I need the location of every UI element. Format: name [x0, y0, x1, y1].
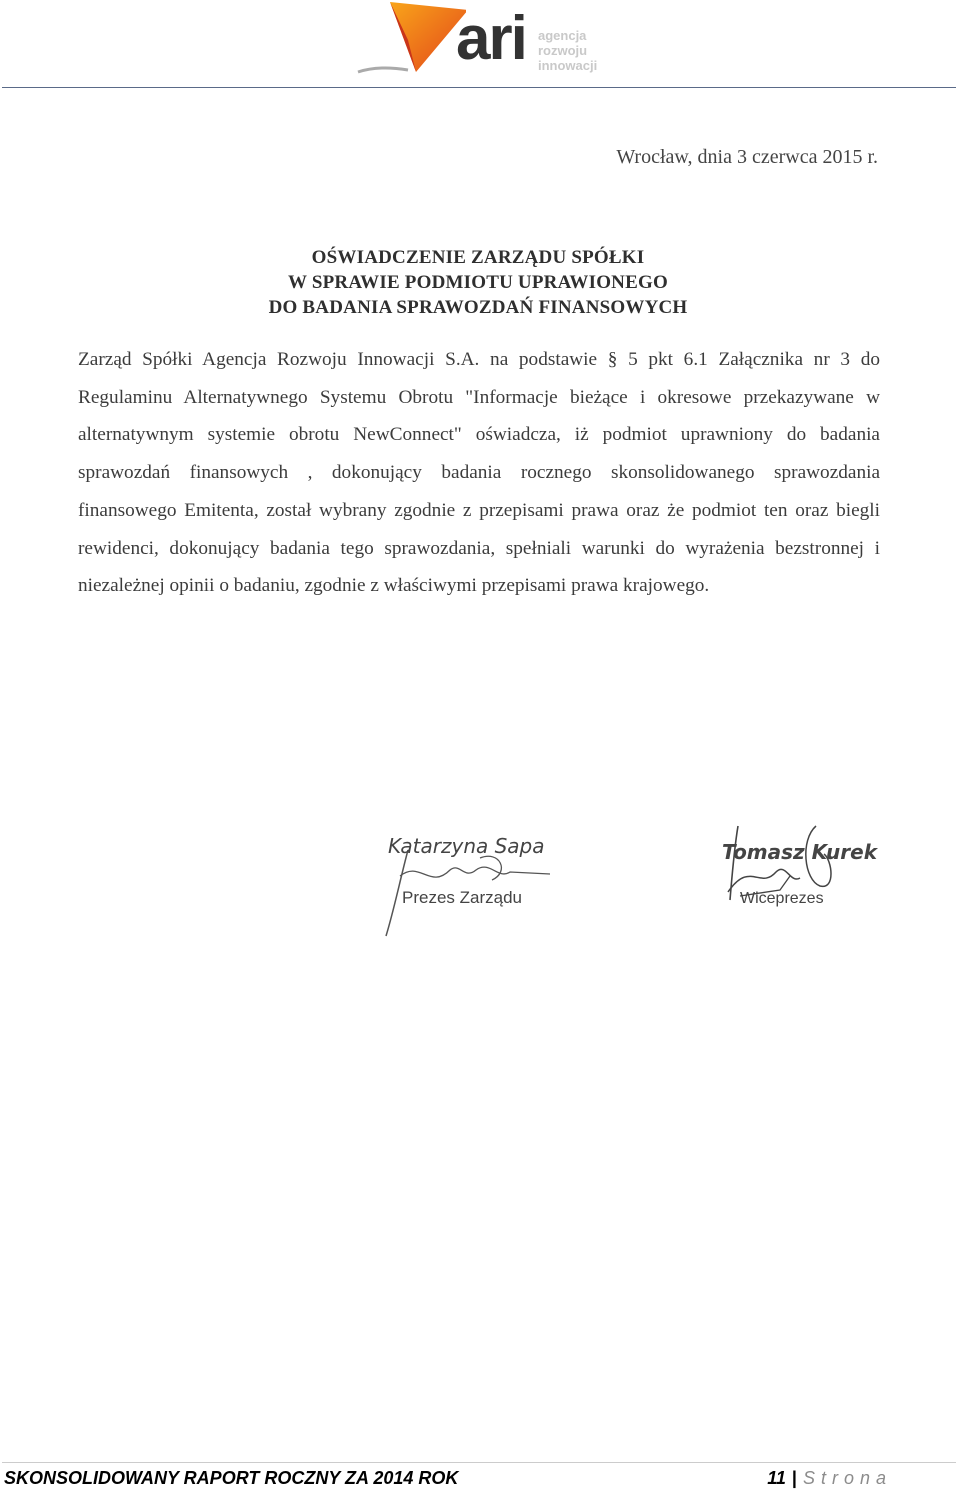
ari-logo-mark-icon — [356, 0, 466, 80]
document-date: Wrocław, dnia 3 czerwca 2015 r. — [616, 146, 878, 168]
page-word: Strona — [802, 1468, 892, 1488]
heading-line: OŚWIADCZENIE ZARZĄDU SPÓŁKI — [311, 247, 645, 268]
heading-line: DO BADANIA SPRAWOZDAŃ FINANSOWYCH — [268, 297, 688, 318]
heading-line: W SPRAWIE PODMIOTU UPRAWIONEGO — [288, 272, 668, 293]
signer-role: Prezes Zarządu — [402, 888, 522, 907]
signer-role: Wiceprezes — [740, 890, 824, 907]
signature-vice-president — [720, 820, 890, 920]
page-separator: | — [791, 1468, 797, 1488]
signer-name: Tomasz Kurek — [722, 840, 878, 864]
signer-name: Katarzyna Sapa — [388, 834, 545, 858]
page-number: 11 — [767, 1468, 786, 1488]
page-header — [0, 0, 960, 92]
signatures-area — [0, 820, 960, 950]
logo-subtitle: agencja rozwoju innowacji — [538, 28, 598, 73]
statement-body: Zarząd Spółki Agencja Rozwoju Innowacji S.A. na podstawie § 5 pkt 6.1 Załącznika nr 3 do Regulaminu Alternatywnego Systemu Obrotu "Informacje bieżące i okresowe przekazywane w alternatywnym systemie obrotu NewConnect" oświadcza, iż podmiot uprawniony do badania sprawozdań finansowych , dokonujący badania rocznego skonsolidowanego sprawozdania finansowego Emitenta, został wybrany zgodnie z przepisami prawa oraz że podmiot ten oraz biegli rewidenci, dokonujący badania tego sprawozdania, spełniali warunki do wyrażenia bezstronnej i niezależnej opinii o badaniu, zgodnie z właściwymi przepisami prawa krajowego. — [78, 349, 880, 597]
header-divider — [2, 87, 956, 88]
logo-word: ari — [456, 4, 526, 73]
signature-president — [380, 820, 580, 940]
footer-divider — [2, 1462, 956, 1463]
document-heading — [0, 245, 956, 320]
footer-title: SKONSOLIDOWANY RAPORT ROCZNY ZA 2014 ROK — [4, 1468, 459, 1488]
ari-logo — [356, 0, 606, 80]
page-indicator — [767, 1468, 892, 1489]
